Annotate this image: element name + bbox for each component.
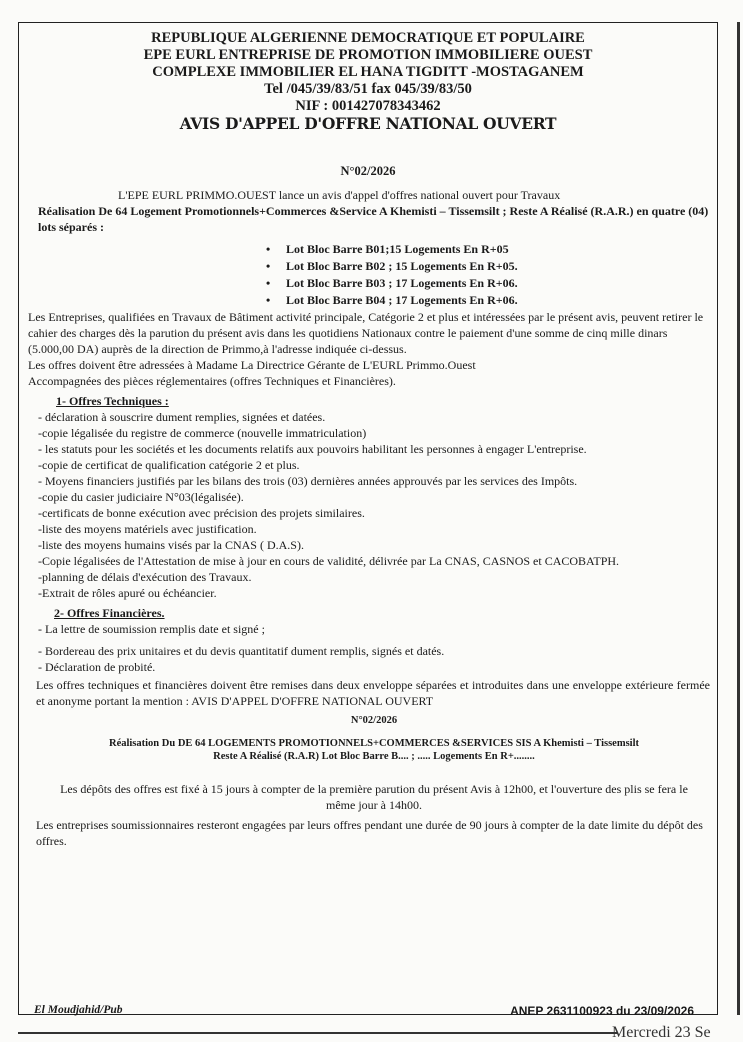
page-date: Mercredi 23 Se	[612, 1024, 711, 1041]
notice-footer	[18, 1004, 718, 1024]
list-item: • Lot Bloc Barre B03 ; 17 Logements En R+06.	[266, 275, 710, 292]
list-item: - La lettre de soumission remplis date et signé ;	[38, 622, 265, 636]
list-item: • Lot Bloc Barre B02 ; 15 Logements En R+05.	[266, 258, 710, 275]
notice-number: N°02/2026	[340, 164, 396, 178]
addressee-paragraph: Les offres doivent être adressées à Madame La Directrice Gérante de L'EURL Primmo.Ouest	[28, 358, 476, 372]
list-item: • Lot Bloc Barre B04 ; 17 Logements En R+06.	[266, 292, 710, 309]
header-nif: NIF : 001427078343462	[295, 98, 441, 114]
validity-paragraph: Les entreprises soumissionnaires resteront engagées par leurs offres pendant une durée de 90 jours à compter de la date limite du dépôt des offres.	[36, 818, 703, 848]
list-item: -copie du casier judiciaire N°03(légalisée).	[38, 490, 244, 504]
list-item: -copie légalisée du registre de commerce (nouvelle immatriculation)	[38, 426, 367, 440]
list-item: -certificats de bonne exécution avec précision des projets similaires.	[38, 506, 365, 520]
page-bottom-rule	[18, 1032, 618, 1034]
footer-publisher: El Moudjahid/Pub	[34, 1004, 123, 1016]
financial-heading: 2- Offres Financières.	[54, 606, 165, 620]
envelope-mention-2: Reste A Réalisé (R.A.R) Lot Bloc Barre B.... ; ..... Logements En R+........	[213, 751, 535, 762]
column-divider	[737, 22, 740, 1015]
technical-list	[38, 409, 710, 601]
notice-header	[18, 30, 718, 132]
list-item: • Lot Bloc Barre B01;15 Logements En R+05	[266, 241, 710, 258]
list-item: -Extrait de rôles apuré ou échéancier.	[38, 586, 217, 600]
deadline-paragraph: Les dépôts des offres est fixé à 15 jours à compter de la première parution du présent Avis à 12h00, et l'ouverture des plis se fera le même jour à 14h00.	[60, 782, 688, 812]
footer-anep-reference: ANEP 2631100923 du 23/09/2026	[510, 1004, 694, 1018]
list-item: -Copie légalisées de l'Attestation de mise à jour en cours de validité, délivrée par La CNAS, CASNOS et CACOBATPH.	[38, 554, 620, 568]
list-item: - Déclaration de probité.	[38, 660, 156, 674]
submission-number: N°02/2026	[350, 715, 398, 726]
list-item: -planning de délais d'exécution des Travaux.	[38, 570, 252, 584]
list-item: -liste des moyens matériels avec justification.	[38, 522, 257, 536]
notice-title: AVIS D'APPEL D'OFFRE NATIONAL OUVERT	[179, 114, 557, 133]
project-description: Réalisation De 64 Logement Promotionnels+Commerces &Service A Khemisti – Tissemsilt ; Reste A Réalisé (R.A.R.) en quatre (04) lots séparés :	[38, 204, 709, 234]
list-item: - les statuts pour les sociétés et les documents relatifs aux pouvoirs habilitant les personnes à engager L'entreprise.	[38, 442, 587, 456]
financial-list	[38, 621, 710, 675]
list-item: - déclaration à souscrire dument remplies, signées et datées.	[38, 410, 326, 424]
header-company: EPE EURL ENTREPRISE DE PROMOTION IMMOBILIERE OUEST	[143, 47, 593, 63]
technical-heading: 1- Offres Techniques :	[56, 394, 169, 408]
list-item: -liste des moyens humains visés par la CNAS ( D.A.S).	[38, 538, 304, 552]
list-item: - Bordereau des prix unitaires et du devis quantitatif dument remplis, signés et datés.	[38, 644, 445, 658]
notice-body	[28, 187, 710, 849]
list-item: -copie de certificat de qualification catégorie 2 et plus.	[38, 458, 300, 472]
conditions-paragraph: Les Entreprises, qualifiées en Travaux de Bâtiment activité principale, Catégorie 2 et plus et intéressées par le présent avis, peuvent retirer le cahier des charges dès la parution du présent avis dans les quotidiens Nationaux contre le paiement d'une somme de cinq mille dinars (5.000,00 DA) auprès de la direction de Primmo,à l'adresse indiquée ci-dessus.	[28, 310, 704, 356]
submission-paragraph: Les offres techniques et financières doivent être remises dans deux enveloppe séparées et introduites dans une enveloppe extérieure fermée et anonyme portant la mention : AVIS D'APPEL D'OFFRE NATIONAL OUVERT	[36, 678, 710, 708]
lots-list	[266, 241, 710, 309]
envelope-mention-1: Réalisation Du DE 64 LOGEMENTS PROMOTIONNELS+COMMERCES &SERVICES SIS A Khemisti – Tissemsilt	[108, 738, 639, 749]
header-republic: REPUBLIQUE ALGERIENNE DEMOCRATIQUE ET POPULAIRE	[151, 30, 585, 46]
documents-paragraph: Accompagnées des pièces réglementaires (offres Techniques et Financières).	[28, 374, 396, 388]
intro-sentence: L'EPE EURL PRIMMO.OUEST lance un avis d'appel d'offres national ouvert pour Travaux	[118, 188, 561, 202]
header-phone: Tel /045/39/83/51 fax 045/39/83/50	[264, 81, 472, 97]
list-item: - Moyens financiers justifiés par les bilans des trois (03) dernières années approuvés par les services des Impôts.	[38, 474, 578, 488]
header-address: COMPLEXE IMMOBILIER EL HANA TIGDITT -MOSTAGANEM	[152, 64, 584, 80]
